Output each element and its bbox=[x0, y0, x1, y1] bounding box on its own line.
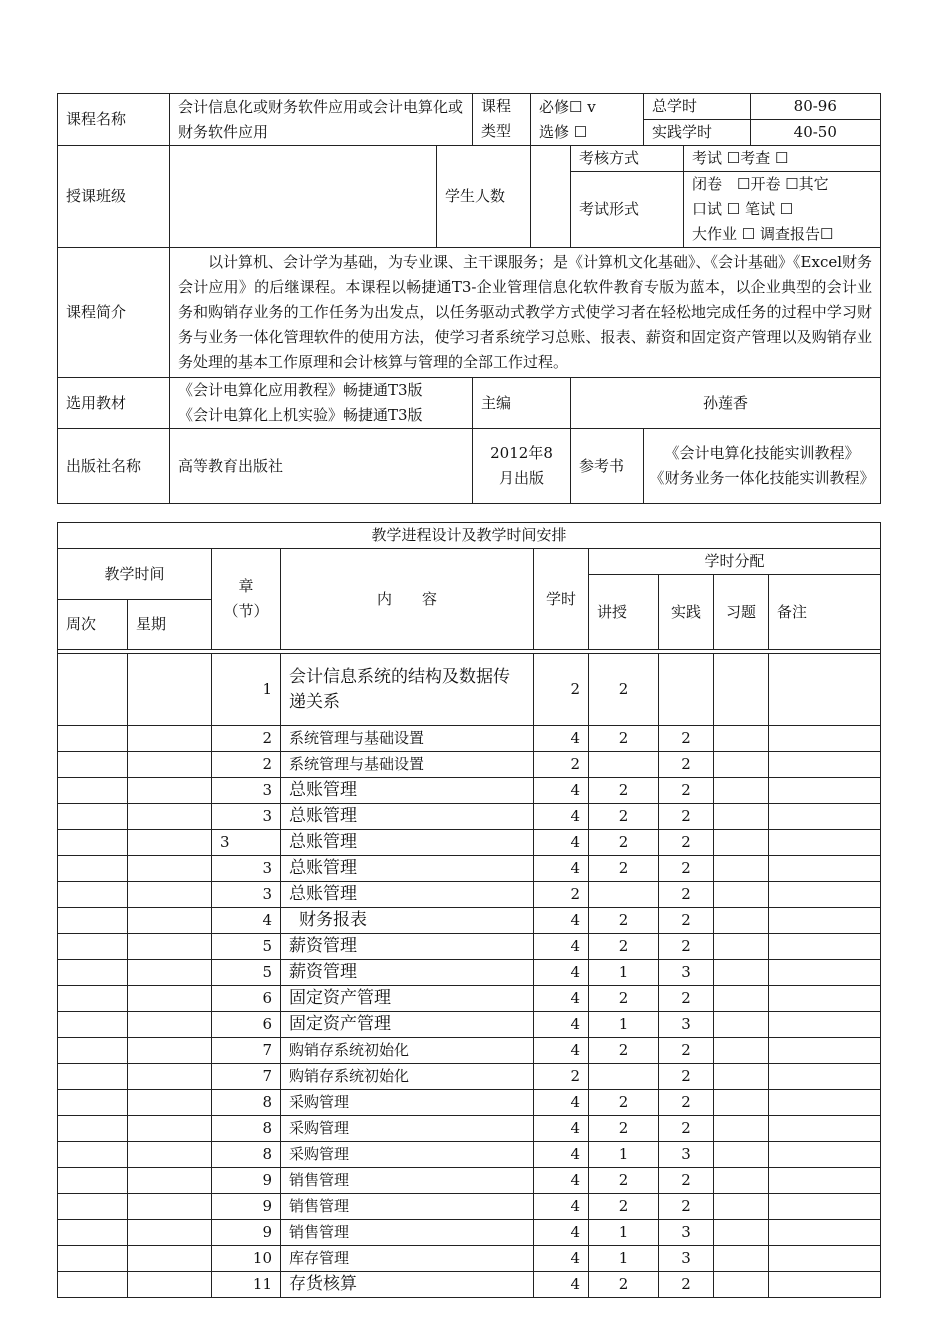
practice-cell: 2 bbox=[659, 1064, 714, 1090]
hours-cell: 4 bbox=[534, 986, 589, 1012]
lecture-cell: 2 bbox=[589, 986, 659, 1012]
lecture-header: 讲授 bbox=[589, 575, 659, 650]
table-row bbox=[58, 986, 881, 1012]
hours-cell: 4 bbox=[534, 1194, 589, 1220]
pub-date-line: 2012年8 bbox=[490, 444, 553, 462]
required-option: 必修☐ v bbox=[539, 97, 596, 116]
practice-cell: 2 bbox=[659, 778, 714, 804]
content-cell: 总账管理 bbox=[281, 778, 534, 804]
weekday-cell bbox=[128, 1220, 212, 1246]
hours-cell: 4 bbox=[534, 804, 589, 830]
hours-cell: 4 bbox=[534, 856, 589, 882]
course-name-label: 课程名称 bbox=[58, 94, 170, 146]
week-cell bbox=[58, 1038, 128, 1064]
table-row bbox=[58, 1142, 881, 1168]
weekday-cell bbox=[128, 1012, 212, 1038]
chapter-cell: 8 bbox=[212, 1116, 281, 1142]
content-cell: 薪资管理 bbox=[281, 960, 534, 986]
table-row bbox=[58, 752, 881, 778]
reference-values bbox=[644, 429, 881, 504]
weekday-cell bbox=[128, 1194, 212, 1220]
chapter-cell: 5 bbox=[212, 960, 281, 986]
exercise-cell bbox=[714, 1012, 769, 1038]
course-type-label: 课程类型 bbox=[473, 94, 531, 146]
editor-value: 孙莲香 bbox=[571, 378, 881, 429]
remark-cell bbox=[769, 908, 881, 934]
practice-cell: 3 bbox=[659, 1012, 714, 1038]
pub-date bbox=[473, 429, 571, 504]
remark-cell bbox=[769, 1194, 881, 1220]
weekday-cell bbox=[128, 778, 212, 804]
chapter-cell: 3 bbox=[212, 804, 281, 830]
chapter-cell: 4 bbox=[212, 908, 281, 934]
assessment-value: 考试 ☐考查 ☐ bbox=[684, 146, 881, 172]
lecture-cell: 2 bbox=[589, 1272, 659, 1298]
chapter-cell: 2 bbox=[212, 726, 281, 752]
week-cell bbox=[58, 1142, 128, 1168]
lecture-cell bbox=[589, 882, 659, 908]
students-label: 学生人数 bbox=[437, 146, 531, 248]
practice-cell: 3 bbox=[659, 1142, 714, 1168]
reference-line: 《财务业务一体化技能实训教程》 bbox=[649, 469, 875, 487]
editor-label: 主编 bbox=[473, 378, 571, 429]
total-hours-label: 总学时 bbox=[644, 94, 750, 120]
class-value bbox=[170, 146, 437, 248]
course-name-value: 会计信息化或财务软件应用或会计电算化或财务软件应用 bbox=[170, 94, 473, 146]
remark-cell bbox=[769, 1012, 881, 1038]
remark-cell bbox=[769, 1220, 881, 1246]
chapter-cell: 7 bbox=[212, 1038, 281, 1064]
hours-cell: 2 bbox=[534, 882, 589, 908]
hours-cell: 4 bbox=[534, 1038, 589, 1064]
practice-cell: 2 bbox=[659, 752, 714, 778]
week-cell bbox=[58, 960, 128, 986]
week-cell bbox=[58, 830, 128, 856]
exercise-cell bbox=[714, 752, 769, 778]
exercise-cell bbox=[714, 934, 769, 960]
textbook-label: 选用教材 bbox=[58, 378, 170, 429]
weekday-cell bbox=[128, 1168, 212, 1194]
practice-header: 实践 bbox=[659, 575, 714, 650]
hours-cell: 4 bbox=[534, 830, 589, 856]
chapter-cell: 3 bbox=[212, 856, 281, 882]
content-cell: 总账管理 bbox=[281, 804, 534, 830]
weekday-cell bbox=[128, 830, 212, 856]
remark-header: 备注 bbox=[769, 575, 881, 650]
content-cell: 系统管理与基础设置 bbox=[281, 752, 534, 778]
table-row bbox=[58, 1064, 881, 1090]
weekday-cell bbox=[128, 804, 212, 830]
content-cell: 购销存系统初始化 bbox=[281, 1038, 534, 1064]
lecture-cell: 1 bbox=[589, 1220, 659, 1246]
chapter-cell: 6 bbox=[212, 1012, 281, 1038]
weekday-cell bbox=[128, 726, 212, 752]
week-cell bbox=[58, 726, 128, 752]
hours-cell: 4 bbox=[534, 1220, 589, 1246]
practice-cell: 3 bbox=[659, 960, 714, 986]
table-row bbox=[58, 934, 881, 960]
weekday-cell bbox=[128, 1272, 212, 1298]
practice-cell: 2 bbox=[659, 908, 714, 934]
content-cell: 采购管理 bbox=[281, 1142, 534, 1168]
practice-cell: 2 bbox=[659, 726, 714, 752]
practice-cell: 2 bbox=[659, 882, 714, 908]
lecture-cell: 1 bbox=[589, 1142, 659, 1168]
lecture-cell: 2 bbox=[589, 778, 659, 804]
remark-cell bbox=[769, 778, 881, 804]
week-cell bbox=[58, 986, 128, 1012]
week-cell bbox=[58, 752, 128, 778]
weekday-cell bbox=[128, 654, 212, 726]
exam-form-line: 口试 ☐ 笔试 ☐ bbox=[692, 200, 794, 218]
hours-cell: 2 bbox=[534, 752, 589, 778]
table-row bbox=[58, 960, 881, 986]
exercise-cell bbox=[714, 1090, 769, 1116]
chapter-cell: 3 bbox=[212, 778, 281, 804]
remark-cell bbox=[769, 986, 881, 1012]
chapter-cell: 1 bbox=[212, 654, 281, 726]
publisher-label: 出版社名称 bbox=[58, 429, 170, 504]
lecture-cell: 2 bbox=[589, 856, 659, 882]
weekday-cell bbox=[128, 960, 212, 986]
intro-label: 课程简介 bbox=[58, 248, 170, 378]
table-row bbox=[58, 1038, 881, 1064]
practice-cell: 2 bbox=[659, 1090, 714, 1116]
hours-cell: 4 bbox=[534, 960, 589, 986]
total-hours-value: 80-96 bbox=[750, 94, 880, 120]
remark-cell bbox=[769, 1246, 881, 1272]
remark-cell bbox=[769, 752, 881, 778]
chapter-cell: 2 bbox=[212, 752, 281, 778]
week-cell bbox=[58, 1064, 128, 1090]
practice-hours-label: 实践学时 bbox=[644, 120, 750, 146]
exercise-cell bbox=[714, 1194, 769, 1220]
students-value bbox=[531, 146, 571, 248]
remark-cell bbox=[769, 1116, 881, 1142]
week-cell bbox=[58, 1194, 128, 1220]
table-row bbox=[58, 778, 881, 804]
chapter-cell: 9 bbox=[212, 1194, 281, 1220]
exercise-cell bbox=[714, 856, 769, 882]
weekday-cell bbox=[128, 856, 212, 882]
lecture-cell: 2 bbox=[589, 726, 659, 752]
exercise-cell bbox=[714, 1246, 769, 1272]
class-label: 授课班级 bbox=[58, 146, 170, 248]
weekday-cell bbox=[128, 882, 212, 908]
content-cell: 购销存系统初始化 bbox=[281, 1064, 534, 1090]
practice-cell: 3 bbox=[659, 1246, 714, 1272]
hours-cell: 2 bbox=[534, 654, 589, 726]
chapter-cell: 7 bbox=[212, 1064, 281, 1090]
table-row bbox=[58, 830, 881, 856]
assessment-label: 考核方式 bbox=[571, 146, 684, 172]
exercise-cell bbox=[714, 1272, 769, 1298]
lecture-cell: 2 bbox=[589, 654, 659, 726]
content-cell: 会计信息系统的结构及数据传递关系 bbox=[281, 654, 534, 726]
table-row bbox=[58, 726, 881, 752]
practice-cell: 2 bbox=[659, 1272, 714, 1298]
chapter-header-line: （节） bbox=[223, 602, 269, 620]
content-cell: 总账管理 bbox=[281, 882, 534, 908]
table-row bbox=[58, 908, 881, 934]
content-cell: 总账管理 bbox=[281, 856, 534, 882]
lecture-cell: 1 bbox=[589, 1246, 659, 1272]
week-cell bbox=[58, 654, 128, 726]
chapter-cell: 6 bbox=[212, 986, 281, 1012]
remark-cell bbox=[769, 830, 881, 856]
content-cell: 采购管理 bbox=[281, 1116, 534, 1142]
lecture-cell: 2 bbox=[589, 1090, 659, 1116]
lecture-cell: 2 bbox=[589, 1194, 659, 1220]
exercise-cell bbox=[714, 882, 769, 908]
hours-cell: 4 bbox=[534, 1090, 589, 1116]
content-header: 内 容 bbox=[281, 549, 534, 650]
practice-cell: 2 bbox=[659, 830, 714, 856]
publisher-value: 高等教育出版社 bbox=[170, 429, 473, 504]
remark-cell bbox=[769, 1142, 881, 1168]
week-header: 周次 bbox=[58, 600, 128, 650]
weekday-cell bbox=[128, 986, 212, 1012]
remark-cell bbox=[769, 882, 881, 908]
chapter-cell: 8 bbox=[212, 1090, 281, 1116]
exercise-cell bbox=[714, 654, 769, 726]
lecture-cell bbox=[589, 1064, 659, 1090]
content-cell: 销售管理 bbox=[281, 1168, 534, 1194]
table-row bbox=[58, 654, 881, 726]
exercise-cell bbox=[714, 1064, 769, 1090]
content-cell: 薪资管理 bbox=[281, 934, 534, 960]
practice-cell: 2 bbox=[659, 804, 714, 830]
content-cell: 采购管理 bbox=[281, 1090, 534, 1116]
weekday-cell bbox=[128, 934, 212, 960]
exercise-cell bbox=[714, 1142, 769, 1168]
reference-line: 《会计电算化技能实训教程》 bbox=[664, 444, 860, 462]
chapter-cell: 9 bbox=[212, 1220, 281, 1246]
weekday-cell bbox=[128, 908, 212, 934]
table-row bbox=[58, 1116, 881, 1142]
schedule-table bbox=[57, 522, 881, 1298]
remark-cell bbox=[769, 934, 881, 960]
lecture-cell: 2 bbox=[589, 804, 659, 830]
practice-cell: 2 bbox=[659, 856, 714, 882]
schedule-title: 教学进程设计及教学时间安排 bbox=[58, 523, 881, 549]
allocation-header: 学时分配 bbox=[589, 549, 881, 575]
exam-form-line: 闭卷 ☐开卷 ☐其它 bbox=[692, 175, 829, 193]
chapter-cell: 3 bbox=[212, 882, 281, 908]
lecture-cell: 2 bbox=[589, 830, 659, 856]
remark-cell bbox=[769, 654, 881, 726]
week-cell bbox=[58, 882, 128, 908]
exam-form-values bbox=[684, 172, 881, 248]
exercise-cell bbox=[714, 908, 769, 934]
reference-label: 参考书 bbox=[571, 429, 644, 504]
course-info-table bbox=[57, 93, 881, 504]
practice-cell: 2 bbox=[659, 1194, 714, 1220]
content-cell: 财务报表 bbox=[281, 908, 534, 934]
hours-cell: 4 bbox=[534, 908, 589, 934]
exercise-cell bbox=[714, 986, 769, 1012]
weekday-cell bbox=[128, 752, 212, 778]
remark-cell bbox=[769, 1064, 881, 1090]
lecture-cell: 1 bbox=[589, 960, 659, 986]
remark-cell bbox=[769, 1090, 881, 1116]
hours-cell: 2 bbox=[534, 1064, 589, 1090]
week-cell bbox=[58, 1116, 128, 1142]
intro-text: 以计算机、会计学为基础，为专业课、主干课服务；是《计算机文化基础》、《会计基础》《Excel财务会计应用》的后继课程。本课程以畅捷通T3-企业管理信息化软件教育专版为蓝本，以企业典型的会计业务和购销存业务的工作任务为出发点，以任务驱动式教学方式使学习者在轻松地完成任务的过程中学习财务与业务一体化管理软件的使用方法，使学习者系统学习总账、报表、薪资和固定资产管理以及购销存业务处理的基本工作原理和会计核算与管理的全部工作过程。 bbox=[170, 248, 881, 378]
exercise-cell bbox=[714, 1116, 769, 1142]
course-type-options bbox=[531, 94, 644, 146]
exercise-cell bbox=[714, 1168, 769, 1194]
table-row bbox=[58, 804, 881, 830]
practice-cell: 2 bbox=[659, 986, 714, 1012]
exercise-cell bbox=[714, 726, 769, 752]
hours-cell: 4 bbox=[534, 1272, 589, 1298]
exercise-cell bbox=[714, 960, 769, 986]
week-cell bbox=[58, 1246, 128, 1272]
chapter-header bbox=[212, 549, 281, 650]
content-cell: 总账管理 bbox=[281, 830, 534, 856]
content-cell: 存货核算 bbox=[281, 1272, 534, 1298]
week-cell bbox=[58, 1168, 128, 1194]
table-row bbox=[58, 882, 881, 908]
weekday-cell bbox=[128, 1142, 212, 1168]
content-cell: 销售管理 bbox=[281, 1220, 534, 1246]
week-cell bbox=[58, 1012, 128, 1038]
remark-cell bbox=[769, 1038, 881, 1064]
weekday-cell bbox=[128, 1038, 212, 1064]
practice-cell: 2 bbox=[659, 1168, 714, 1194]
lecture-cell bbox=[589, 752, 659, 778]
textbook-line: 《会计电算化上机实验》畅捷通T3版 bbox=[178, 406, 423, 424]
lecture-cell: 2 bbox=[589, 1168, 659, 1194]
remark-cell bbox=[769, 804, 881, 830]
textbook-values bbox=[170, 378, 473, 429]
table-row bbox=[58, 1168, 881, 1194]
chapter-cell: 11 bbox=[212, 1272, 281, 1298]
hours-cell: 4 bbox=[534, 1142, 589, 1168]
week-cell bbox=[58, 1220, 128, 1246]
weekday-cell bbox=[128, 1116, 212, 1142]
week-cell bbox=[58, 804, 128, 830]
table-row bbox=[58, 1246, 881, 1272]
content-cell: 固定资产管理 bbox=[281, 1012, 534, 1038]
week-cell bbox=[58, 908, 128, 934]
exam-form-label: 考试形式 bbox=[571, 172, 684, 248]
textbook-line: 《会计电算化应用教程》畅捷通T3版 bbox=[178, 381, 423, 399]
table-row bbox=[58, 856, 881, 882]
remark-cell bbox=[769, 960, 881, 986]
weekday-header: 星期 bbox=[128, 600, 212, 650]
chapter-cell: 3 bbox=[212, 830, 281, 856]
weekday-cell bbox=[128, 1064, 212, 1090]
exercise-header: 习题 bbox=[714, 575, 769, 650]
weekday-cell bbox=[128, 1090, 212, 1116]
practice-cell: 2 bbox=[659, 1038, 714, 1064]
content-cell: 销售管理 bbox=[281, 1194, 534, 1220]
hours-cell: 4 bbox=[534, 1246, 589, 1272]
lecture-cell: 2 bbox=[589, 1038, 659, 1064]
remark-cell bbox=[769, 1272, 881, 1298]
content-cell: 固定资产管理 bbox=[281, 986, 534, 1012]
hours-cell: 4 bbox=[534, 726, 589, 752]
hours-cell: 4 bbox=[534, 934, 589, 960]
chapter-header-line: 章 bbox=[238, 577, 254, 595]
remark-cell bbox=[769, 856, 881, 882]
chapter-cell: 5 bbox=[212, 934, 281, 960]
weekday-cell bbox=[128, 1246, 212, 1272]
pub-date-line: 月出版 bbox=[498, 469, 544, 487]
hours-cell: 4 bbox=[534, 778, 589, 804]
lecture-cell: 2 bbox=[589, 934, 659, 960]
exercise-cell bbox=[714, 1220, 769, 1246]
chapter-cell: 10 bbox=[212, 1246, 281, 1272]
week-cell bbox=[58, 1272, 128, 1298]
table-row bbox=[58, 1012, 881, 1038]
exercise-cell bbox=[714, 1038, 769, 1064]
hours-header: 学时 bbox=[534, 549, 589, 650]
hours-cell: 4 bbox=[534, 1168, 589, 1194]
content-cell: 库存管理 bbox=[281, 1246, 534, 1272]
table-row bbox=[58, 1220, 881, 1246]
exercise-cell bbox=[714, 804, 769, 830]
week-cell bbox=[58, 1090, 128, 1116]
hours-cell: 4 bbox=[534, 1012, 589, 1038]
practice-cell bbox=[659, 654, 714, 726]
week-cell bbox=[58, 856, 128, 882]
practice-hours-value: 40-50 bbox=[750, 120, 880, 146]
chapter-cell: 8 bbox=[212, 1142, 281, 1168]
elective-option: 选修 ☐ bbox=[539, 122, 588, 141]
lecture-cell: 2 bbox=[589, 908, 659, 934]
remark-cell bbox=[769, 1168, 881, 1194]
exercise-cell bbox=[714, 830, 769, 856]
week-cell bbox=[58, 778, 128, 804]
exam-form-line: 大作业 ☐ 调查报告☐ bbox=[692, 225, 834, 243]
table-row bbox=[58, 1090, 881, 1116]
lecture-cell: 1 bbox=[589, 1012, 659, 1038]
practice-cell: 3 bbox=[659, 1220, 714, 1246]
lecture-cell: 2 bbox=[589, 1116, 659, 1142]
table-row bbox=[58, 1272, 881, 1298]
week-cell bbox=[58, 934, 128, 960]
teaching-time-header: 教学时间 bbox=[58, 549, 212, 600]
practice-cell: 2 bbox=[659, 934, 714, 960]
hours-cell: 4 bbox=[534, 1116, 589, 1142]
exercise-cell bbox=[714, 778, 769, 804]
remark-cell bbox=[769, 726, 881, 752]
practice-cell: 2 bbox=[659, 1116, 714, 1142]
chapter-cell: 9 bbox=[212, 1168, 281, 1194]
content-cell: 系统管理与基础设置 bbox=[281, 726, 534, 752]
table-row bbox=[58, 1194, 881, 1220]
